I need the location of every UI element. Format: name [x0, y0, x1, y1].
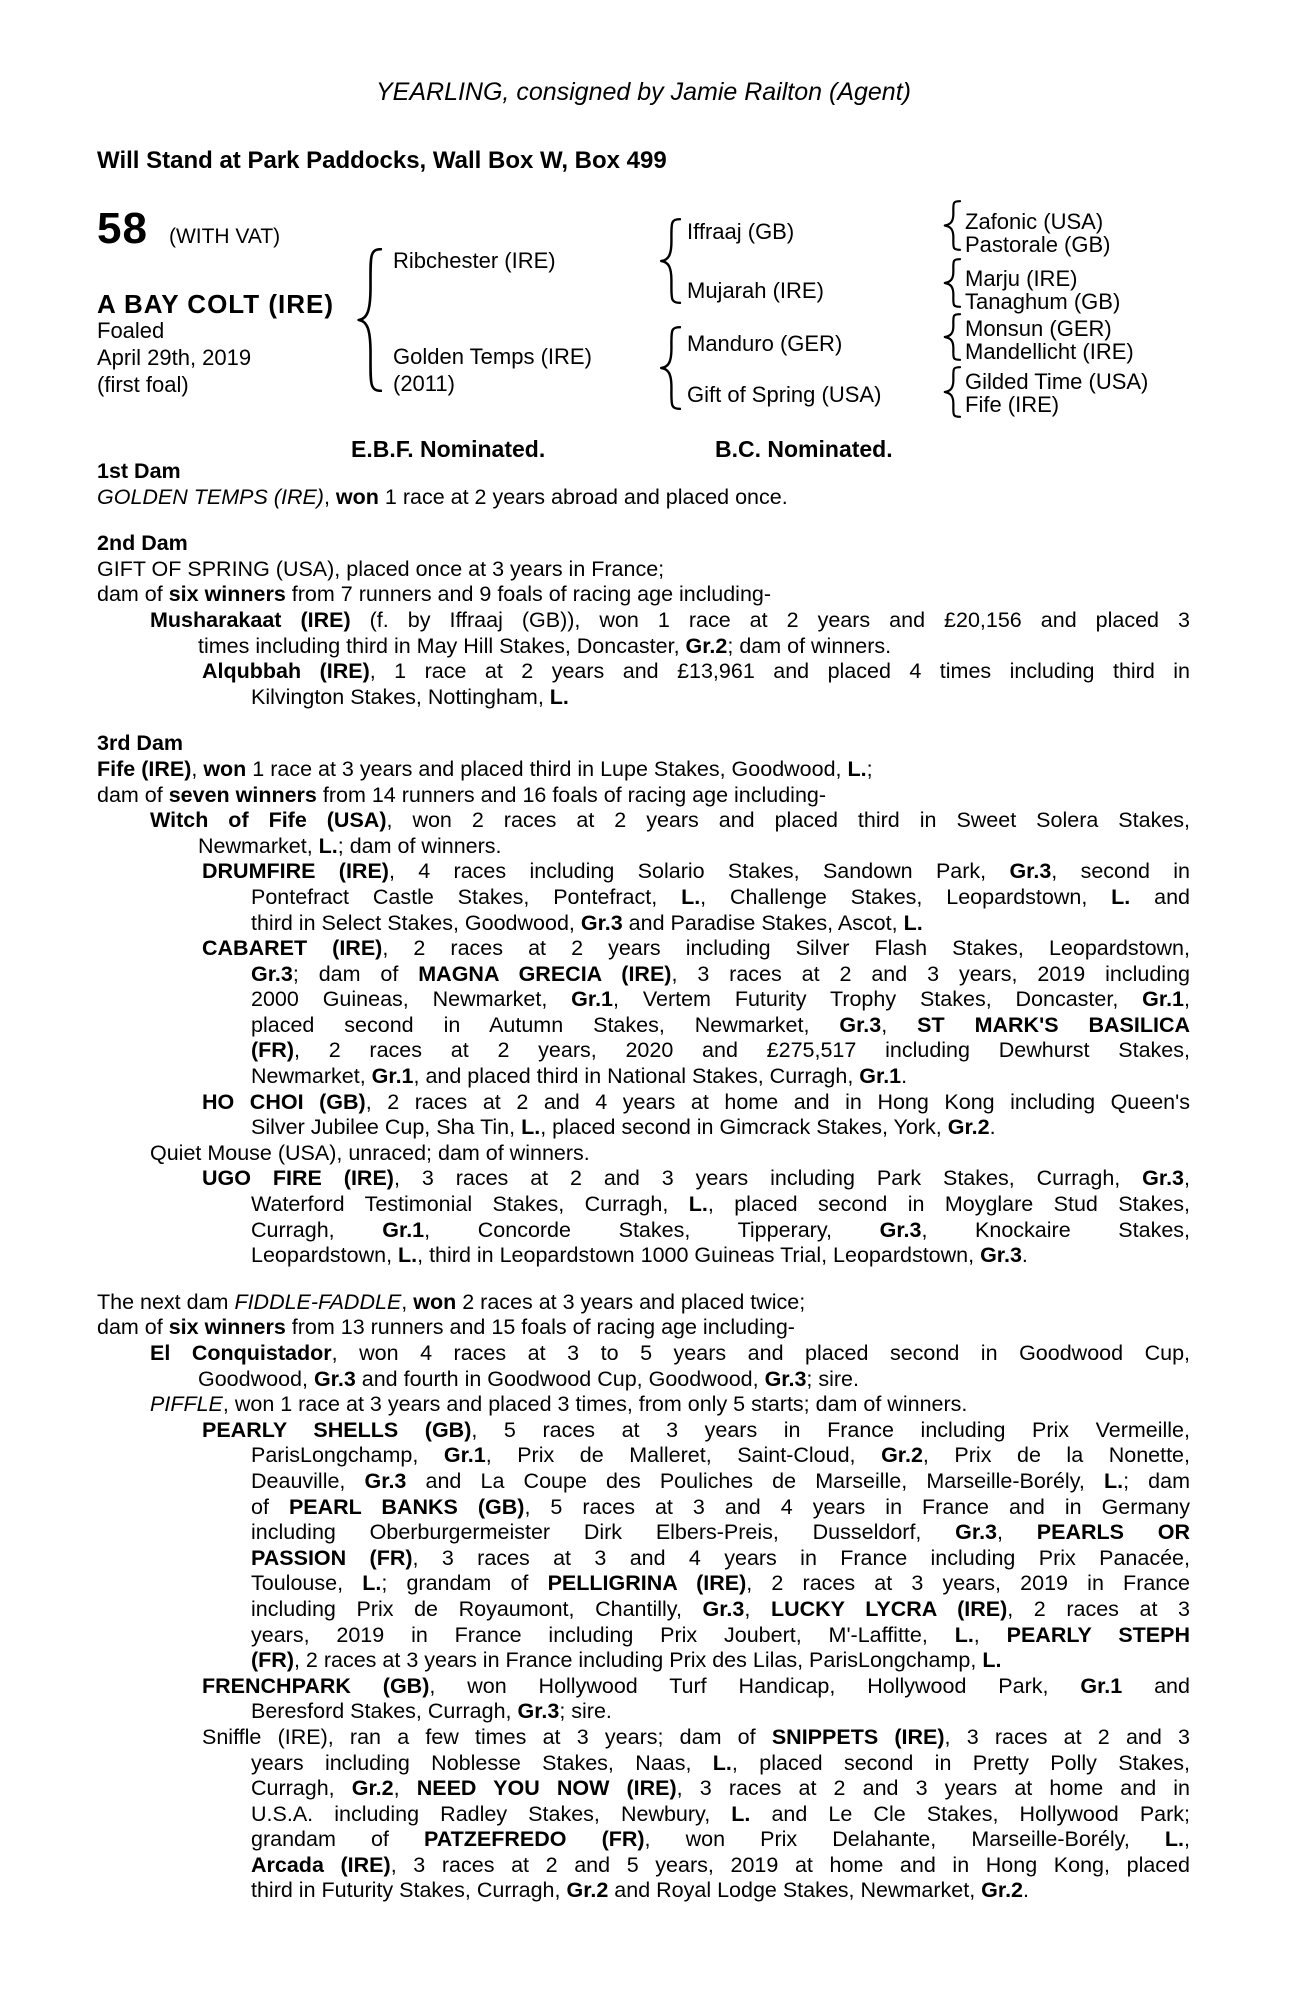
text-line [97, 731, 1190, 757]
text-segment: , 3 races at 2 and 3 [944, 1724, 1190, 1749]
text-line [251, 1038, 1190, 1064]
text-line [97, 1290, 1190, 1316]
text-segment: years including Noblesse Stakes, Naas, [251, 1750, 713, 1775]
text-line [251, 1571, 1190, 1597]
text-segment: , [881, 1012, 918, 1037]
text-segment: . [1021, 1243, 1028, 1268]
dam-dam-name: Gift of Spring (USA) [687, 382, 882, 407]
text-segment: L. [903, 910, 923, 935]
text-line [251, 911, 1190, 937]
text-line [202, 1725, 1190, 1751]
foaling-details [97, 317, 251, 398]
text-segment: PELLIGRINA (IRE) [547, 1571, 747, 1596]
text-segment: , 2 races at 2 and 4 years at home and in Hong Kong including Queen's [365, 1089, 1190, 1114]
sire-name: Ribchester (IRE) [393, 248, 556, 273]
text-segment: FIDDLE-FADDLE [234, 1289, 402, 1314]
text-segment: Toulouse, [251, 1571, 363, 1596]
sire-sire-name: Iffraaj (GB) [687, 219, 795, 244]
dam-name: Golden Temps (IRE) [393, 344, 592, 369]
text-line [251, 685, 1190, 711]
text-segment: CABARET (IRE) [202, 936, 383, 961]
lot-number: 58 [97, 204, 148, 253]
text-segment: Beresford Stakes, Curragh, [251, 1699, 518, 1724]
text-segment: , and placed third in National Stakes, Curragh, [413, 1064, 860, 1089]
text-segment: L. [712, 1750, 732, 1775]
text-segment: , won 2 races at 2 years and placed third in Sweet Solera Stakes, [386, 808, 1191, 833]
text-line [251, 1648, 1190, 1674]
text-segment: , [997, 1520, 1037, 1545]
text-segment: from 14 runners and 16 foals of racing age including- [316, 782, 827, 807]
text-segment: , 2 races at 2 years, 2020 and £275,517 including Dewhurst Stakes, [293, 1038, 1190, 1063]
text-segment: and [1130, 884, 1190, 909]
text-segment: ; dam of winners. [337, 833, 502, 858]
text-segment: , Concorde Stakes, Tipperary, [424, 1217, 880, 1242]
text-segment: third in Futurity Stakes, Curragh, [251, 1878, 567, 1903]
text-line [251, 1495, 1190, 1521]
text-segment: Arcada (IRE) [251, 1852, 391, 1877]
brace-icon [943, 200, 961, 256]
sire-dam-name: Mujarah (IRE) [687, 278, 824, 303]
text-line [198, 634, 1190, 660]
text-line [251, 1243, 1190, 1269]
text-segment: , 5 races at 3 years in France including Prix Vermeille, [471, 1417, 1190, 1442]
text-segment: Curragh, [251, 1776, 352, 1801]
text-segment: , 3 races at 2 and 3 years including Park Stakes, Curragh, [393, 1166, 1143, 1191]
text-segment: Gr.3 [702, 1596, 745, 1621]
text-segment: Gr.2 [566, 1878, 609, 1903]
foaled-label: Foaled [97, 318, 165, 343]
text-segment: ; sire. [806, 1366, 859, 1391]
text-segment: (f. by Iffraaj (GB)), won 1 race at 2 years and £20,156 and placed 3 [350, 607, 1190, 632]
text-segment: Gr.1 [859, 1064, 902, 1089]
text-segment: , second in [1051, 859, 1190, 884]
text-segment: , [1184, 1166, 1190, 1191]
text-segment: PIFFLE [150, 1392, 223, 1417]
dam-section [97, 1290, 1190, 1904]
text-segment: from 13 runners and 15 foals of racing age including- [285, 1315, 795, 1340]
text-segment: ; sire. [559, 1699, 612, 1724]
text-segment: times including third in May Hill Stakes, Doncaster, [198, 633, 686, 658]
text-segment: Gr.1 [443, 1443, 486, 1468]
text-line [97, 531, 1190, 557]
text-segment: Quiet Mouse (USA), unraced; dam of winners. [150, 1140, 590, 1165]
great-grandparent-name: Gilded Time (USA) [965, 369, 1149, 394]
text-segment: Fife (IRE) [97, 756, 192, 781]
text-segment: 1 race at 3 years and placed third in Lupe Stakes, Goodwood, [246, 756, 848, 781]
text-segment: of [251, 1494, 289, 1519]
text-segment: dam of [97, 782, 169, 807]
text-segment: , 2 races at 3 years in France including Prix des Lilas, ParisLongchamp, [293, 1648, 983, 1673]
text-segment: Gr.1 [1080, 1673, 1123, 1698]
text-segment: Silver Jubilee Cup, Sha Tin, [251, 1115, 522, 1140]
text-line [97, 485, 1190, 511]
text-segment: Gr.3 [1142, 1166, 1185, 1191]
text-segment: and Royal Lodge Stakes, Newmarket, [608, 1878, 982, 1903]
text-segment: , [973, 1622, 1007, 1647]
text-segment: Witch of Fife (USA) [150, 808, 387, 833]
text-segment: ; [866, 756, 873, 781]
text-segment: PEARLS OR [1036, 1520, 1190, 1545]
text-segment: . [901, 1064, 908, 1089]
text-line [97, 582, 1190, 608]
dam-section [97, 531, 1190, 710]
text-line [150, 808, 1190, 834]
text-segment: Alqubbah (IRE) [202, 659, 370, 684]
text-line [251, 1597, 1190, 1623]
text-line [251, 1115, 1190, 1141]
text-line [150, 1141, 1190, 1167]
text-line [202, 1674, 1190, 1700]
text-segment: from 7 runners and 9 foals of racing age including- [285, 582, 772, 607]
text-line [251, 1218, 1190, 1244]
brace-icon [943, 313, 961, 366]
text-segment: Gr.1 [1142, 987, 1185, 1012]
text-segment: third in Select Stakes, Goodwood, [251, 910, 581, 935]
text-segment: dam of [97, 1315, 169, 1340]
text-segment: and La Coupe des Pouliches de Marseille, Marseille-Borély, [406, 1468, 1104, 1493]
text-segment: GIFT OF SPRING (USA), placed once at 3 years in France; [97, 556, 665, 581]
lot-vat-note: (WITH VAT) [168, 225, 281, 248]
great-grandparent-name: Zafonic (USA) [965, 209, 1104, 234]
text-line [251, 1013, 1190, 1039]
text-segment: UGO FIRE (IRE) [202, 1166, 394, 1191]
text-segment: ; grandam of [381, 1571, 548, 1596]
text-segment: PEARLY SHELLS (GB) [202, 1417, 472, 1442]
text-segment: L. [1111, 884, 1131, 909]
text-line [202, 1418, 1190, 1444]
text-segment: L. [681, 884, 701, 909]
text-segment: and Paradise Stakes, Ascot, [622, 910, 904, 935]
text-segment: and [1122, 1673, 1190, 1698]
text-segment: Pontefract Castle Stakes, Pontefract, [251, 884, 682, 909]
text-segment: Sniffle (IRE), ran a few times at 3 years; dam of [202, 1724, 772, 1749]
text-line [198, 1367, 1190, 1393]
text-line [251, 1192, 1190, 1218]
text-segment: , [1184, 987, 1190, 1012]
page-title: YEARLING, consigned by Jamie Railton (Agent) [376, 78, 911, 106]
foaled-date: April 29th, 2019 [97, 345, 252, 370]
dam-section [97, 731, 1190, 1268]
text-segment: , [1184, 1827, 1190, 1852]
text-segment: Gr.3 [580, 910, 623, 935]
pedigree-sections [97, 459, 1190, 1904]
text-segment: , placed second in Moyglare Stud Stakes, [707, 1192, 1190, 1217]
text-segment: six winners [168, 582, 286, 607]
text-segment: Gr.3 [251, 961, 293, 986]
text-segment: and fourth in Goodwood Cup, Goodwood, [355, 1366, 765, 1391]
text-segment: including Prix de Royaumont, Chantilly, [251, 1596, 703, 1621]
text-segment: Gr.3 [1009, 859, 1052, 884]
text-segment: Gr.3 [764, 1366, 807, 1391]
text-line [251, 1751, 1190, 1777]
text-segment: grandam of [251, 1827, 424, 1852]
text-line [251, 1520, 1190, 1546]
text-segment: including Oberburgermeister Dirk Elbers-Preis, Dusseldorf, [251, 1520, 956, 1545]
text-segment: L. [688, 1192, 708, 1217]
text-segment: U.S.A. including Radley Stakes, Newbury, [251, 1801, 732, 1826]
text-segment: Gr.1 [382, 1217, 425, 1242]
text-segment: seven winners [168, 782, 317, 807]
text-segment: Newmarket, [251, 1064, 372, 1089]
text-segment: Curragh, [251, 1217, 383, 1242]
text-segment: , won Prix Delahante, Marseille-Borély, [644, 1827, 1165, 1852]
text-line [251, 1878, 1190, 1904]
dam-year: (2011) [393, 371, 455, 396]
text-line [251, 1853, 1190, 1879]
great-grandparent-name: Mandellicht (IRE) [965, 339, 1134, 364]
text-segment: PATZEFREDO (FR) [423, 1827, 645, 1852]
text-segment: , third in Leopardstown 1000 Guineas Trial, Leopardstown, [417, 1243, 981, 1268]
lot-header [97, 204, 280, 254]
text-segment: , 2 races at 2 years including Silver Flash Stakes, Leopardstown, [382, 936, 1190, 961]
text-segment: PEARL BANKS (GB) [288, 1494, 525, 1519]
text-segment: , 3 races at 2 and 3 years, 2019 including [671, 961, 1190, 986]
great-grandparent-name: Fife (IRE) [965, 392, 1060, 417]
text-line [97, 1315, 1190, 1341]
text-line [251, 1802, 1190, 1828]
text-segment: years, 2019 in France including Prix Joubert, M'-Laffitte, [251, 1622, 955, 1647]
text-segment: won [203, 756, 247, 781]
text-segment: , 4 races including Solario Stakes, Sandown Park, [388, 859, 1010, 884]
text-segment: The next dam [97, 1289, 235, 1314]
brace-icon [659, 326, 681, 415]
text-segment: Gr.3 [313, 1366, 356, 1391]
text-segment: , Prix de la Nonette, [922, 1443, 1190, 1468]
text-segment: , 2 races at 3 [1007, 1596, 1190, 1621]
text-segment: Goodwood, [198, 1366, 314, 1391]
text-line [202, 659, 1190, 685]
text-segment: 2 races at 3 years and placed twice; [456, 1289, 806, 1314]
text-segment: and Le Cle Stakes, Hollywood Park; [750, 1801, 1190, 1826]
great-grandparent-name: Monsun (GER) [965, 316, 1112, 341]
text-segment: , [323, 484, 336, 509]
foal-note: (first foal) [97, 372, 189, 397]
text-segment: Gr.1 [371, 1064, 414, 1089]
text-segment: Gr.2 [881, 1443, 923, 1468]
text-line [251, 1827, 1190, 1853]
text-segment: L. [954, 1622, 974, 1647]
text-segment: Leopardstown, [251, 1243, 399, 1268]
text-segment: PEARLY STEPH [1006, 1622, 1190, 1647]
text-segment: six winners [168, 1315, 286, 1340]
text-segment: Gr.3 [517, 1699, 560, 1724]
text-segment: 2nd Dam [97, 531, 188, 556]
text-segment: MAGNA GRECIA (IRE) [418, 961, 672, 986]
text-segment: won [335, 484, 379, 509]
text-segment: El Conquistador [150, 1341, 332, 1365]
text-segment: , Prix de Malleret, Saint-Cloud, [485, 1443, 882, 1468]
text-segment: , placed second in Pretty Polly Stakes, [731, 1750, 1190, 1775]
text-segment: L. [318, 833, 338, 858]
great-grandparent-name: Marju (IRE) [965, 266, 1078, 291]
text-segment: won [413, 1289, 457, 1314]
text-line [150, 1341, 1190, 1367]
text-segment: L. [731, 1801, 751, 1826]
text-segment: DRUMFIRE (IRE) [202, 859, 389, 884]
dam-name-block [393, 343, 592, 397]
text-segment: HO CHOI (GB) [202, 1089, 366, 1114]
text-segment: LUCKY LYCRA (IRE) [770, 1596, 1008, 1621]
text-line [97, 557, 1190, 583]
text-segment: , won 4 races at 3 to 5 years and placed second in Goodwood Cup, [331, 1341, 1191, 1365]
text-segment: , 3 races at 2 and 3 years at home and in [676, 1776, 1190, 1801]
text-segment: Gr.3 [955, 1520, 998, 1545]
text-line [251, 885, 1190, 911]
text-segment: placed second in Autumn Stakes, Newmarket, [251, 1012, 840, 1037]
text-segment: , 1 race at 2 years and £13,961 and placed 4 times including third in [369, 659, 1190, 684]
text-segment: 3rd Dam [97, 731, 184, 756]
text-line [251, 1064, 1190, 1090]
text-segment: L. [521, 1115, 541, 1140]
text-segment: FRENCHPARK (GB) [202, 1673, 430, 1698]
text-segment: , [401, 1289, 414, 1314]
text-segment: Gr.3 [364, 1468, 407, 1493]
brace-icon [943, 258, 961, 313]
text-segment: . [989, 1115, 996, 1140]
text-segment: (FR) [251, 1648, 294, 1673]
dam-section [97, 459, 1190, 510]
text-line [251, 1699, 1190, 1725]
text-segment: L. [549, 684, 569, 709]
brace-icon [356, 248, 382, 397]
text-segment: Gr.3 [980, 1243, 1022, 1268]
text-segment: L. [1164, 1827, 1185, 1852]
text-segment: NEED YOU NOW (IRE) [416, 1776, 677, 1801]
text-segment: , Challenge Stakes, Leopardstown, [700, 884, 1112, 909]
text-line [150, 608, 1190, 634]
text-segment: Gr.3 [839, 1012, 882, 1037]
text-segment: . [1023, 1878, 1029, 1903]
text-segment: ; dam of winners. [727, 633, 892, 658]
text-segment: Gr.3 [879, 1217, 922, 1242]
text-segment: Deauville, [251, 1468, 365, 1493]
text-line [150, 1392, 1190, 1418]
text-segment: , 2 races at 3 years, 2019 in France [746, 1571, 1190, 1596]
text-line [97, 757, 1190, 783]
text-line [251, 1443, 1190, 1469]
text-segment: , [393, 1776, 417, 1801]
text-segment: , placed second in Gimcrack Stakes, York, [540, 1115, 948, 1140]
brace-icon [659, 218, 681, 309]
text-segment: , won 1 race at 3 years and placed 3 times, from only 5 starts; dam of winners. [222, 1392, 968, 1417]
text-line [97, 459, 1190, 485]
text-segment: L. [398, 1243, 418, 1268]
text-line [251, 962, 1190, 988]
text-segment: Gr.2 [351, 1776, 394, 1801]
text-segment: L. [1103, 1468, 1124, 1493]
bc-nomination: B.C. Nominated. [715, 436, 893, 462]
text-segment: , [744, 1596, 771, 1621]
text-segment: PASSION (FR) [251, 1545, 413, 1570]
text-segment: Gr.2 [981, 1878, 1024, 1903]
text-segment: ST MARK'S BASILICA [917, 1012, 1191, 1037]
text-segment: 1 race at 2 years abroad and placed once. [378, 484, 788, 509]
text-line [202, 1166, 1190, 1192]
text-segment: ; dam [1123, 1468, 1191, 1493]
text-line [202, 859, 1190, 885]
ebf-nomination: E.B.F. Nominated. [351, 436, 546, 462]
text-segment: , Vertem Futurity Trophy Stakes, Doncaster, [613, 987, 1143, 1012]
text-segment: Gr.2 [685, 633, 728, 658]
text-segment: 1st Dam [97, 459, 181, 483]
text-segment: Waterford Testimonial Stakes, Curragh, [251, 1192, 689, 1217]
text-line [251, 1546, 1190, 1572]
text-line [251, 1623, 1190, 1649]
text-line [251, 1776, 1190, 1802]
great-grandparent-name: Tanaghum (GB) [965, 289, 1121, 314]
text-line [202, 1090, 1190, 1116]
text-segment: Kilvington Stakes, Nottingham, [251, 684, 550, 709]
text-segment: 2000 Guineas, Newmarket, [251, 987, 572, 1012]
text-segment: , 3 races at 2 and 5 years, 2019 at home and in Hong Kong, placed [390, 1852, 1190, 1877]
text-segment: dam of [97, 582, 169, 607]
text-segment: Musharakaat (IRE) [150, 607, 351, 632]
horse-name: A BAY COLT (IRE) [97, 289, 335, 319]
text-segment: GOLDEN TEMPS (IRE) [97, 484, 324, 509]
text-segment: Newmarket, [198, 833, 319, 858]
text-line [198, 834, 1190, 860]
great-grandparent-name: Pastorale (GB) [965, 232, 1111, 257]
dam-sire-name: Manduro (GER) [687, 331, 843, 356]
text-segment: (FR) [251, 1038, 294, 1063]
text-segment: , [191, 756, 204, 781]
text-segment: SNIPPETS (IRE) [771, 1724, 945, 1749]
text-segment: L. [362, 1571, 382, 1596]
text-segment: L. [847, 756, 867, 781]
brace-icon [943, 366, 961, 423]
text-segment: , 5 races at 3 and 4 years in France and in Germany [524, 1494, 1190, 1519]
text-segment: Gr.2 [947, 1115, 990, 1140]
text-line [251, 1469, 1190, 1495]
text-segment: ParisLongchamp, [251, 1443, 444, 1468]
stand-location-line: Will Stand at Park Paddocks, Wall Box W, Box 499 [97, 147, 667, 174]
text-segment: ; dam of [292, 961, 419, 986]
text-segment: , Knockaire Stakes, [921, 1217, 1190, 1242]
text-segment: , won Hollywood Turf Handicap, Hollywood Park, [429, 1673, 1081, 1698]
text-segment: Gr.1 [571, 987, 614, 1012]
text-segment: L. [982, 1648, 1002, 1673]
text-line [251, 987, 1190, 1013]
text-segment: , 3 races at 3 and 4 years in France including Prix Panacée, [412, 1545, 1190, 1570]
text-line [97, 783, 1190, 809]
text-line [202, 936, 1190, 962]
